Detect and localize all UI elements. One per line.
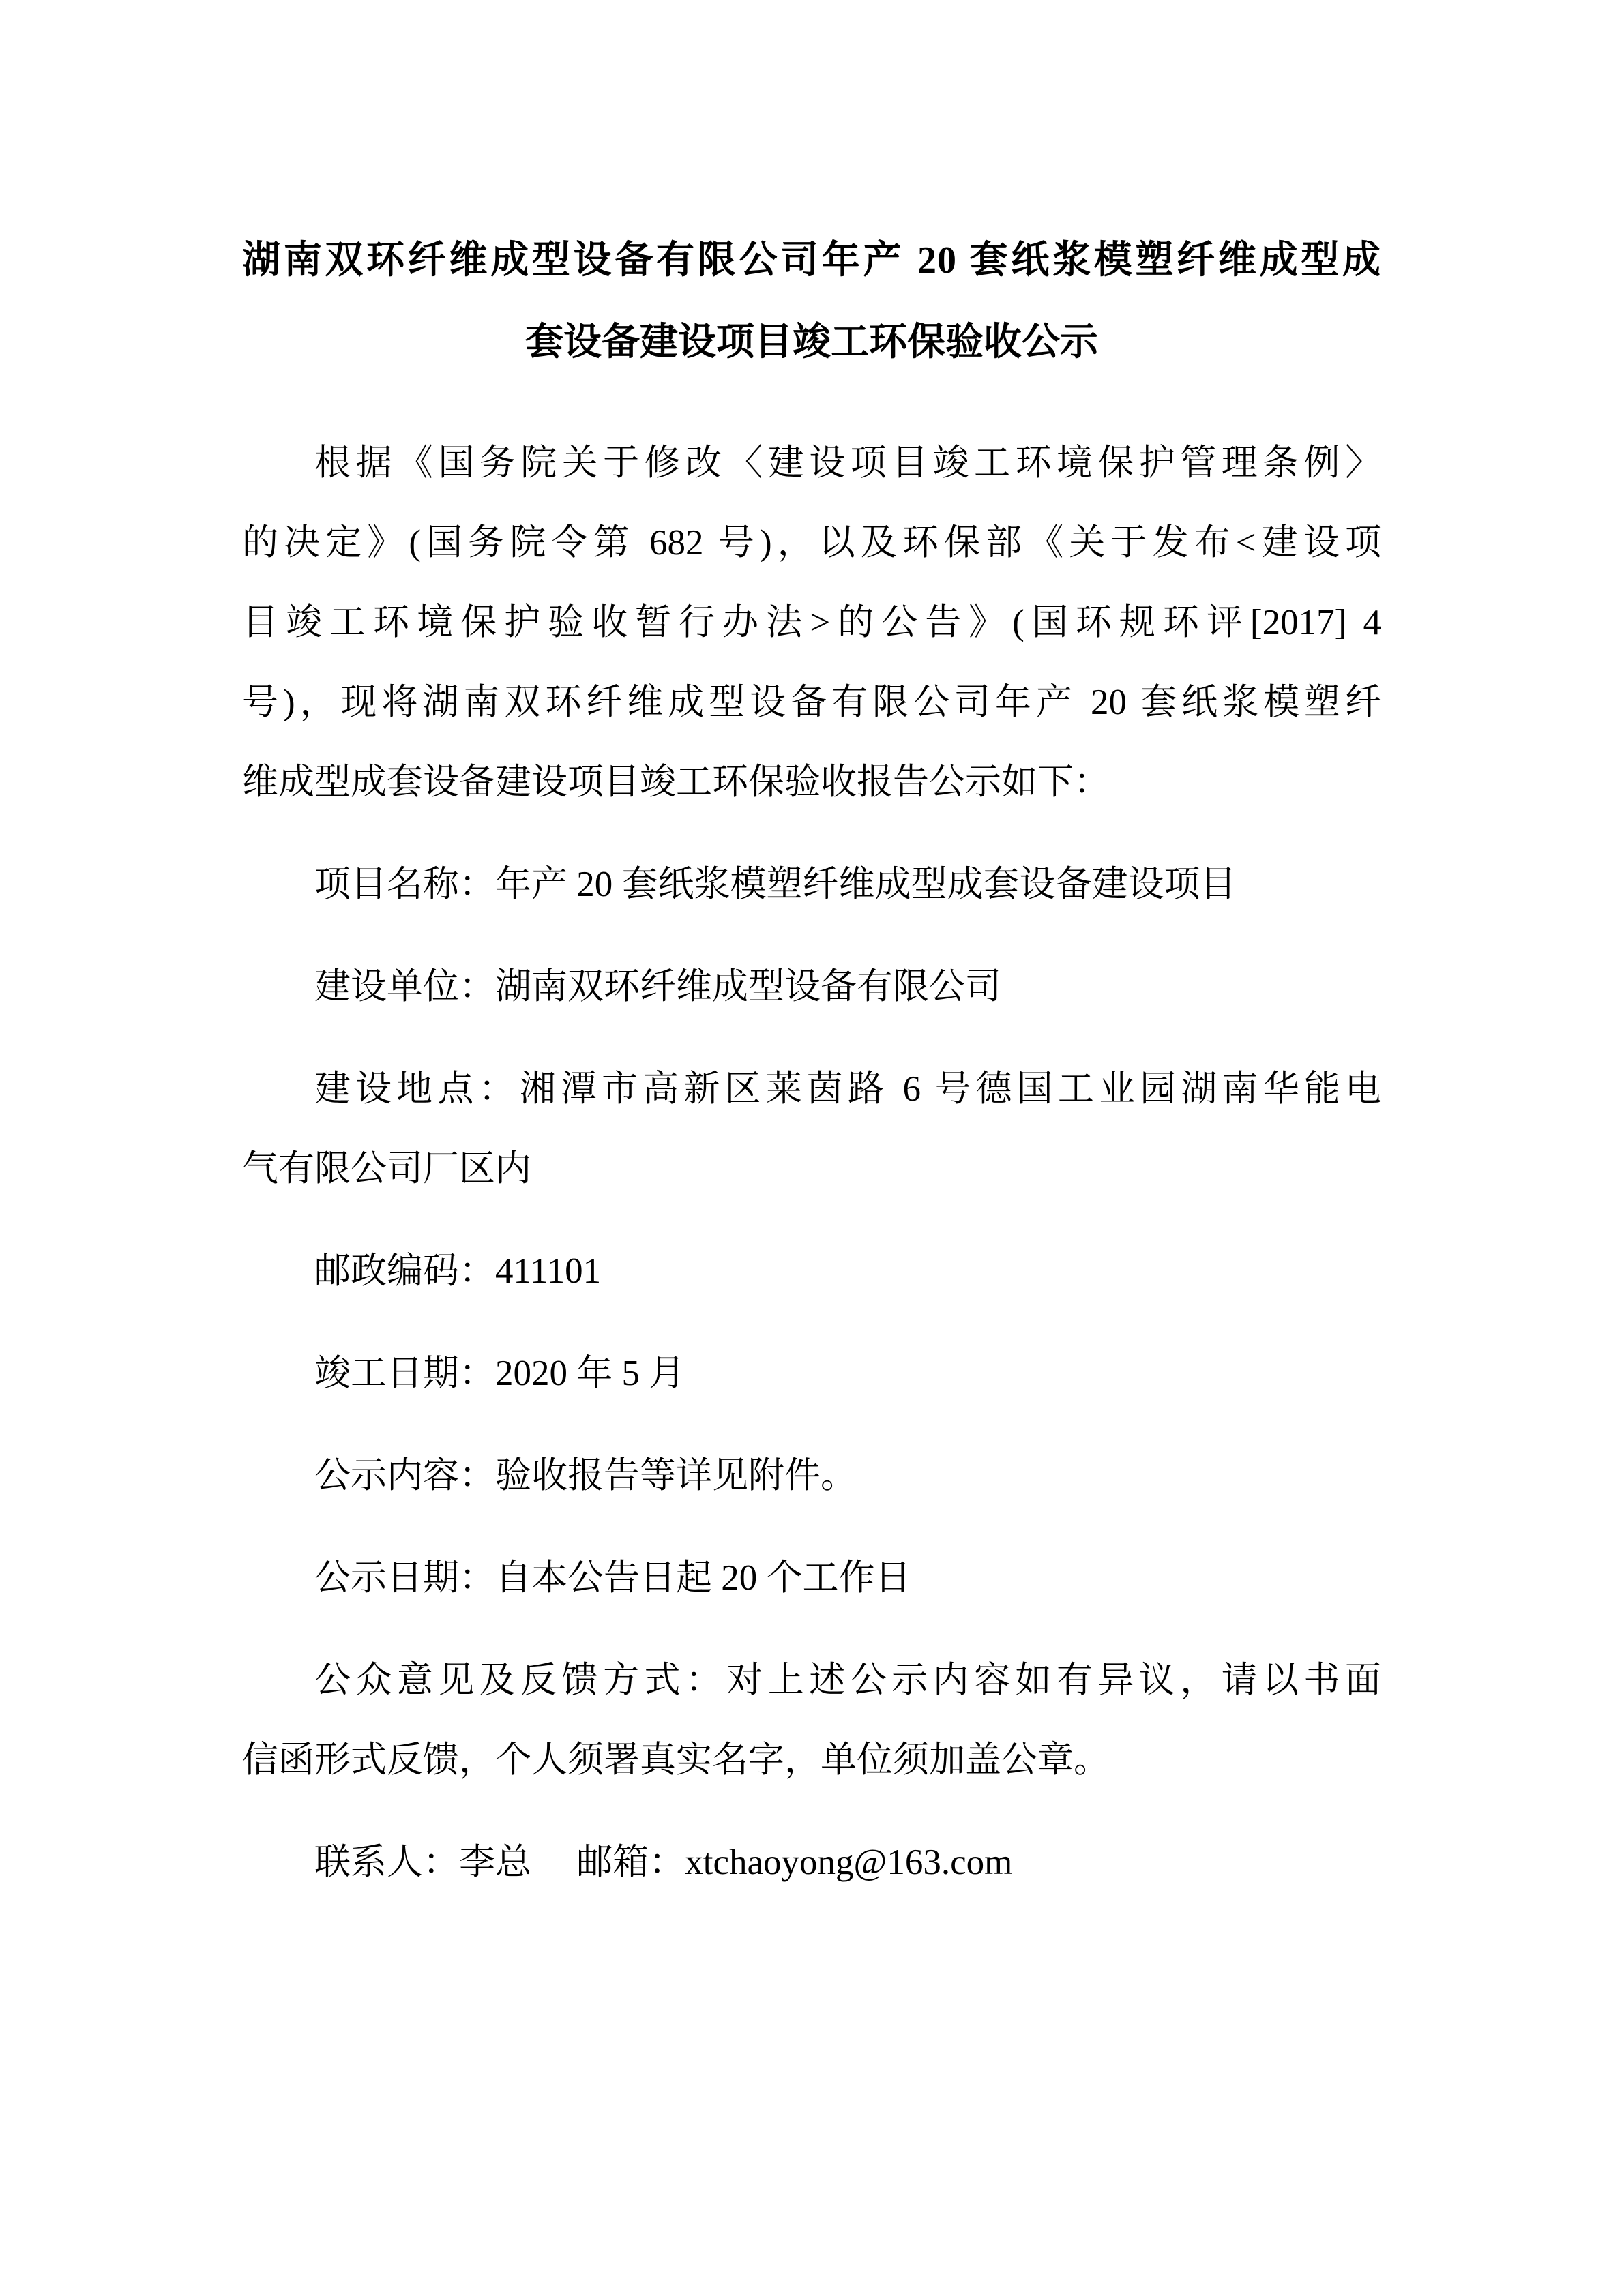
text-line: 的决定》(国务院令第 682 号)，以及环保部《关于发布<建设项 <box>242 523 1381 563</box>
paragraph-project-name <box>242 845 1381 925</box>
text-line: 号)，现将湖南双环纤维成型设备有限公司年产 20 套纸浆模塑纤 <box>242 683 1381 722</box>
paragraph-feedback-method <box>242 1641 1381 1800</box>
paragraph-intro <box>242 423 1381 822</box>
text-line: 竣工日期：2020 年 5 月 <box>314 1354 685 1393</box>
paragraph-publicity-content <box>242 1436 1381 1516</box>
text-line: 建设地点：湘潭市高新区莱茵路 6 号德国工业园湖南华能电 <box>314 1069 1381 1109</box>
paragraph-completion-date <box>242 1334 1381 1414</box>
text-line: 目竣工环境保护验收暂行办法>的公告》(国环规环评[2017] 4 <box>242 603 1381 642</box>
text-line: 建设单位：湖南双环纤维成型设备有限公司 <box>314 967 1001 1007</box>
text-line: 公众意见及反馈方式：对上述公示内容如有异议，请以书面 <box>314 1660 1381 1700</box>
text-line: 根据《国务院关于修改〈建设项目竣工环境保护管理条例〉 <box>314 443 1381 483</box>
text-line: 联系人：李总 邮箱：xtchaoyong@163.com <box>314 1843 1013 1882</box>
document-body <box>242 423 1381 1903</box>
paragraph-postal-code <box>242 1232 1381 1311</box>
text-line: 气有限公司厂区内 <box>242 1149 531 1189</box>
document-title-line-1: 湖南双环纤维成型设备有限公司年产 20 套纸浆模塑纤维成型成 <box>242 239 1381 282</box>
document-content <box>242 220 1381 1903</box>
document-title-line-2: 套设备建设项目竣工环保验收公示 <box>525 321 1098 363</box>
text-line: 公示日期：自本公告日起 20 个工作日 <box>314 1558 911 1598</box>
text-line: 项目名称：年产 20 套纸浆模塑纤维成型成套设备建设项目 <box>314 865 1237 904</box>
paragraph-construction-unit <box>242 947 1381 1027</box>
text-line: 公示内容：验收报告等详见附件。 <box>314 1456 857 1495</box>
document-title <box>242 220 1381 383</box>
text-line: 邮政编码：411101 <box>314 1251 602 1291</box>
paragraph-construction-site <box>242 1049 1381 1209</box>
paragraph-contact <box>242 1823 1381 1903</box>
text-line: 信函形式反馈，个人须署真实名字，单位须加盖公章。 <box>242 1740 1110 1780</box>
paragraph-publicity-period <box>242 1538 1381 1618</box>
text-line: 维成型成套设备建设项目竣工环保验收报告公示如下： <box>242 762 1110 802</box>
